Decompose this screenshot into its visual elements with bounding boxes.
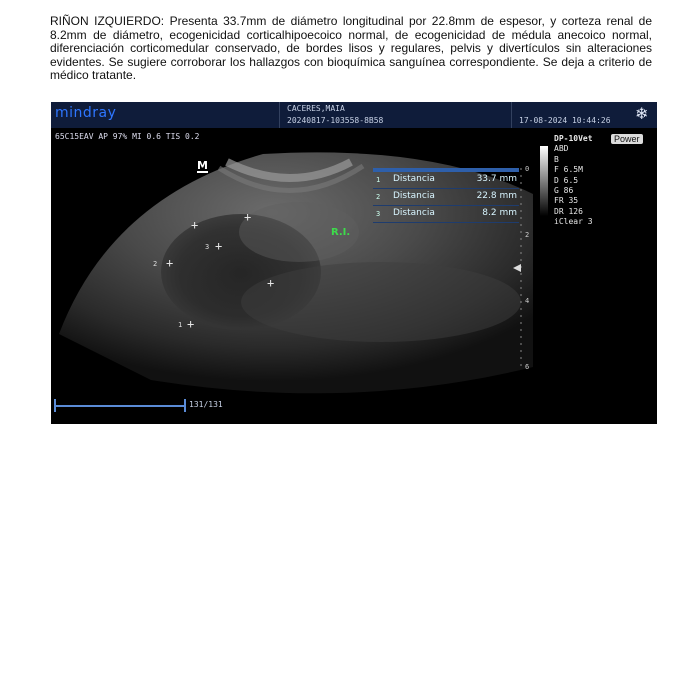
measurement-value: 8.2 mm [482,208,517,218]
measurement-row [373,172,519,189]
header-divider [279,102,280,128]
param-item: iClear 3 [554,217,593,227]
report-paragraph: RIÑON IZQUIERDO: Presenta 33.7mm de diámetro longitudinal por 22.8mm de espesor, y corteza renal de 8.2mm de diámetro, ecogenicidad corticalhipoecoico normal, de ecogenicidad de médula anecoico normal, diferenciación corticomedular conservado, de bordes lisos y regulares, pelvis y divertículos sin alteraciones evidentes. Se sugiere corroborar los hallazgos con bioquímica sanguínea correspondiente. Se deja a criterio de médico tratante. [50,14,652,83]
caliper-cross[interactable]: + [187,317,195,331]
caliper-number: 3 [205,243,210,251]
depth-tick: 6 [525,363,530,371]
measurement-label: Distancia [393,174,435,184]
measurement-number: 2 [376,193,381,201]
measurement-value: 33.7 mm [476,174,517,184]
caliper-cross[interactable]: + [267,276,275,290]
measurement-row [373,189,519,206]
header-divider [511,102,512,128]
frame-counter: 131/131 [189,400,223,409]
measurement-label: Distancia [393,208,435,218]
depth-tick: 0 [525,165,530,173]
caliper-cross[interactable]: + [166,256,174,270]
brand-logo: mindray [55,105,117,121]
imaging-parameters [554,134,593,228]
ultrasound-image [51,102,657,424]
caliper-cross[interactable]: + [215,239,223,253]
patient-name: CACERES,MAIA [287,104,345,113]
measurement-label: Distancia [393,191,435,201]
measurement-row [373,206,519,223]
snowflake-icon[interactable]: ❄ [635,106,649,123]
param-item: ABD [554,144,569,154]
param-item: FR 35 [554,196,579,206]
measurement-number: 1 [376,176,381,184]
caliper-cross[interactable]: + [191,218,199,232]
caliper-number: 2 [153,260,158,268]
exam-id: 20240817-103558-8B58 [287,116,384,125]
power-badge: Power [611,134,643,144]
caliper-number: 1 [178,321,183,329]
probe-info: 65C15EAV AP 97% MI 0.6 TIS 0.2 [55,132,200,141]
param-item: F 6.5M [554,165,583,175]
measurement-value: 22.8 mm [476,191,517,201]
grayscale-bar [540,146,548,216]
preset-label: DP-10Vet [554,134,593,143]
caliper-cross[interactable]: + [244,210,252,224]
depth-tick: 2 [525,231,530,239]
measurement-number: 3 [376,210,381,218]
param-item: D 6.5 [554,175,579,185]
param-item: B [554,154,559,164]
depth-tick: 4 [525,297,530,305]
measurement-table [373,168,519,223]
ultrasound-header [51,102,657,128]
m-marker-icon: M [197,159,208,172]
organ-label: R.I. [331,227,351,238]
param-item: DR 126 [554,206,583,216]
exam-datetime: 17-08-2024 10:44:26 [519,116,611,125]
param-item: G 86 [554,186,574,196]
